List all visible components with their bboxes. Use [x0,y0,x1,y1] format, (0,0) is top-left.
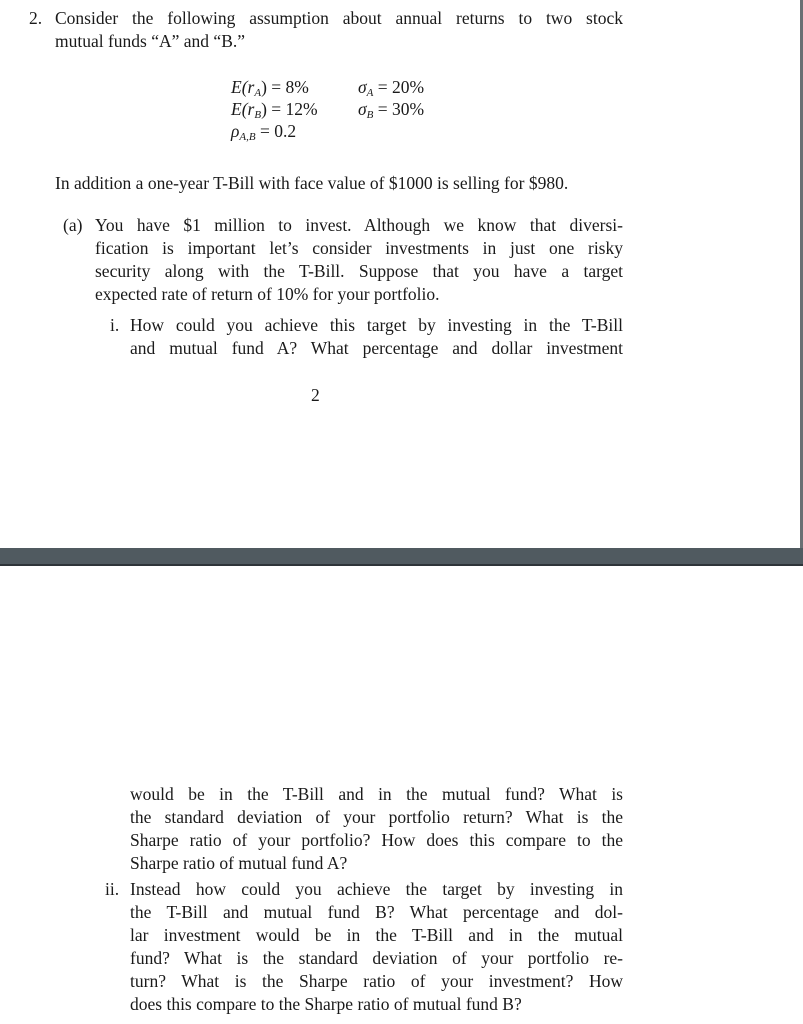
part-i-cont-line-1: would be in the T-Bill and in the mutual fund? What is [130,784,623,804]
expected-return-b [231,99,318,121]
part-i-cont-line-3: Sharpe ratio of your portfolio? How does this compare to the [130,830,623,850]
expected-return-a [231,77,309,99]
rho-value: = 0.2 [259,121,297,141]
part-ii-label: ii. [105,879,120,899]
sigma-b [358,99,424,121]
part-i-line-1: How could you achieve this target by investing in the T-Bill [130,315,623,335]
era-text: E(r [231,77,255,97]
part-a-line-2: fication is important let’s consider investments in just one risky [95,238,623,258]
part-ii-line-1: Instead how could you achieve the target by investing in [130,879,623,899]
part-ii-line-2: the T-Bill and mutual fund B? What percentage and dol- [130,902,623,922]
erb-value: ) = 12% [261,99,318,119]
page-number: 2 [311,385,320,405]
part-a-line-1: You have $1 million to invest. Although we know that diversi- [95,215,623,235]
sigma-a-sub: A [366,87,374,99]
part-i-label: i. [110,315,120,335]
erb-sub: B [254,109,262,121]
document-page-2 [0,566,800,1024]
part-i-cont-line-2: the standard deviation of your portfolio return? What is the [130,807,623,827]
tbill-statement: In addition a one-year T-Bill with face value of $1000 is selling for $980. [55,173,569,193]
sigma-b-sub: B [366,109,374,121]
era-value: ) = 8% [261,77,309,97]
sigma-b-value: = 30% [377,99,425,119]
part-a-line-4: expected rate of return of 10% for your portfolio. [95,284,440,304]
sigma-a-symbol: σ [358,77,367,97]
sigma-a [358,77,424,99]
part-a-label: (a) [63,215,83,235]
part-ii-line-5: turn? What is the Sharpe ratio of your investment? How [130,971,623,991]
erb-text: E(r [231,99,255,119]
part-i-line-2: and mutual fund A? What percentage and dollar investment [130,338,623,358]
part-ii-line-4: fund? What is the standard deviation of your portfolio re- [130,948,623,968]
sigma-b-symbol: σ [358,99,367,119]
part-i-cont-line-4: Sharpe ratio of mutual fund A? [130,853,348,873]
correlation-ab [231,121,296,143]
era-sub: A [254,87,262,99]
question-number: 2. [29,8,43,28]
question-intro-line-1: Consider the following assumption about annual returns to two stock [55,8,623,28]
sigma-a-value: = 20% [377,77,425,97]
question-intro-line-2: mutual funds “A” and “B.” [55,31,246,51]
part-a-line-3: security along with the T-Bill. Suppose that you have a target [95,261,623,281]
rho-symbol: ρ [231,121,240,141]
rho-sub: A,B [239,131,256,143]
part-ii-line-6: does this compare to the Sharpe ratio of mutual fund B? [130,994,522,1014]
part-ii-line-3: lar investment would be in the T-Bill and in the mutual [130,925,623,945]
